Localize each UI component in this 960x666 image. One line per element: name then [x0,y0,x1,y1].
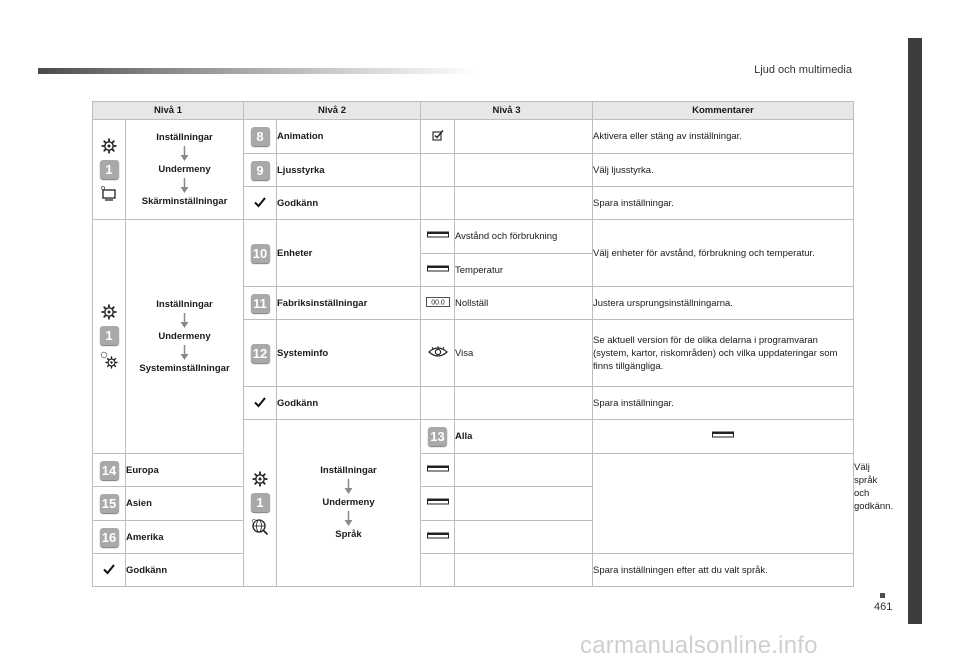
checkmark-icon [254,396,266,408]
checkmark-icon [103,563,115,575]
section-title: Ljud och multimedia [754,64,852,76]
watermark: carmanualsonline.info [580,632,818,659]
gear-icon [101,304,117,320]
table-row [93,220,854,254]
flow-step: Skärminställningar [141,195,228,207]
arrow-down-icon [343,511,354,527]
level3-label [455,120,593,154]
level2-label: Fabriksinställningar [277,287,421,320]
step-badge: 15 [100,494,119,513]
gear-icon [101,138,117,154]
system-gears-icon [100,351,118,369]
level3-label [455,154,593,187]
language-icon [251,518,269,536]
page-marker [880,593,885,598]
page-number: 461 [874,601,893,613]
level1-flow [126,120,244,220]
selection-bar-icon [427,532,449,540]
comment: Justera ursprungsinställningarna. [593,287,854,320]
level2-label: Godkänn [126,554,244,587]
step-badge: 9 [251,161,270,180]
header-gradient-bar [38,68,478,74]
flow-step: Undermeny [322,497,375,508]
level2-label: Enheter [277,220,421,287]
eye-icon [428,346,448,358]
level1-flow [277,420,421,587]
svg-text:00.0: 00.0 [430,299,445,307]
level1-flow [126,220,244,454]
arrow-down-icon [179,146,190,162]
selection-bar-icon [427,265,449,273]
level3-label: Visa [455,320,593,387]
column-header: Kommentarer [593,102,854,120]
level3-label [455,387,593,420]
gear-icon [252,471,268,487]
column-header: Nivå 3 [421,102,593,120]
checkbox-icon [432,129,444,141]
step-badge: 10 [251,244,270,263]
display-settings-icon [100,185,118,201]
chapter-tab [908,38,922,624]
flow-step: Undermeny [158,163,211,175]
comment: Spara inställningen efter att du valt språk. [593,554,854,587]
level2-label: Animation [277,120,421,154]
selection-bar-icon [427,498,449,506]
table-row [93,521,854,554]
comment: Spara inställningar. [593,387,854,420]
level1-icons [93,120,126,220]
table-row [93,120,854,154]
level3-label [455,554,593,587]
step-badge: 12 [251,344,270,363]
arrow-down-icon [179,345,190,361]
comment: Välj enheter för avstånd, förbrukning och temperatur. [593,220,854,287]
level2-label: Systeminfo [277,320,421,387]
level2-label: Asien [126,487,244,521]
table-header-row [93,102,854,120]
step-badge: 14 [100,461,119,480]
step-badge: 16 [100,528,119,547]
step-badge: 13 [428,427,447,446]
level3-label: Temperatur [455,254,593,287]
comment: Spara inställningar. [593,187,854,220]
comment: Aktivera eller stäng av inställningar. [593,120,854,154]
level2-label: Godkänn [277,187,421,220]
flow-step: Inställningar [156,298,213,310]
level2-label: Ljusstyrka [277,154,421,187]
table-row [93,554,854,587]
flow-step: Inställningar [156,131,213,143]
reset-counter-icon [426,297,450,307]
step-badge: 1 [100,326,119,345]
table-row: 1 Inställningar Undermeny Språk 13 Alla Välj språk och godkänn. [93,420,854,454]
level3-label: Avstånd och förbrukning [455,220,593,254]
level2-label: Godkänn [277,387,421,420]
step-badge: 1 [100,160,119,179]
selection-bar-icon [427,231,449,239]
flow-step: Undermeny [158,330,211,342]
table-row [93,487,854,521]
level3-label: Nollställ [455,287,593,320]
selection-bar-icon [712,431,734,439]
level1-icons [244,420,277,587]
step-badge: 11 [251,294,270,313]
checkmark-icon [254,196,266,208]
settings-table [92,101,894,587]
comment: Välj ljusstyrka. [593,154,854,187]
flow-step: Inställningar [320,465,377,476]
step-badge: 1 [251,493,270,512]
table-row [93,454,854,487]
comment: Se aktuell version för de olika delarna i programvaran (system, kartor, riskområden) och vilka uppdateringar som finns tillgängliga. [593,320,854,387]
flow-step: Språk [335,529,362,540]
level1-icons [93,220,126,454]
level2-label: Alla [455,420,593,454]
level3-label [455,187,593,220]
column-header: Nivå 1 [93,102,244,120]
column-header: Nivå 2 [244,102,421,120]
level2-label: Amerika [126,521,244,554]
step-badge: 8 [251,127,270,146]
level2-label: Europa [126,454,244,487]
arrow-down-icon [343,479,354,495]
arrow-down-icon [179,178,190,194]
selection-bar-icon [427,465,449,473]
arrow-down-icon [179,313,190,329]
flow-step: Systeminställningar [139,362,230,374]
